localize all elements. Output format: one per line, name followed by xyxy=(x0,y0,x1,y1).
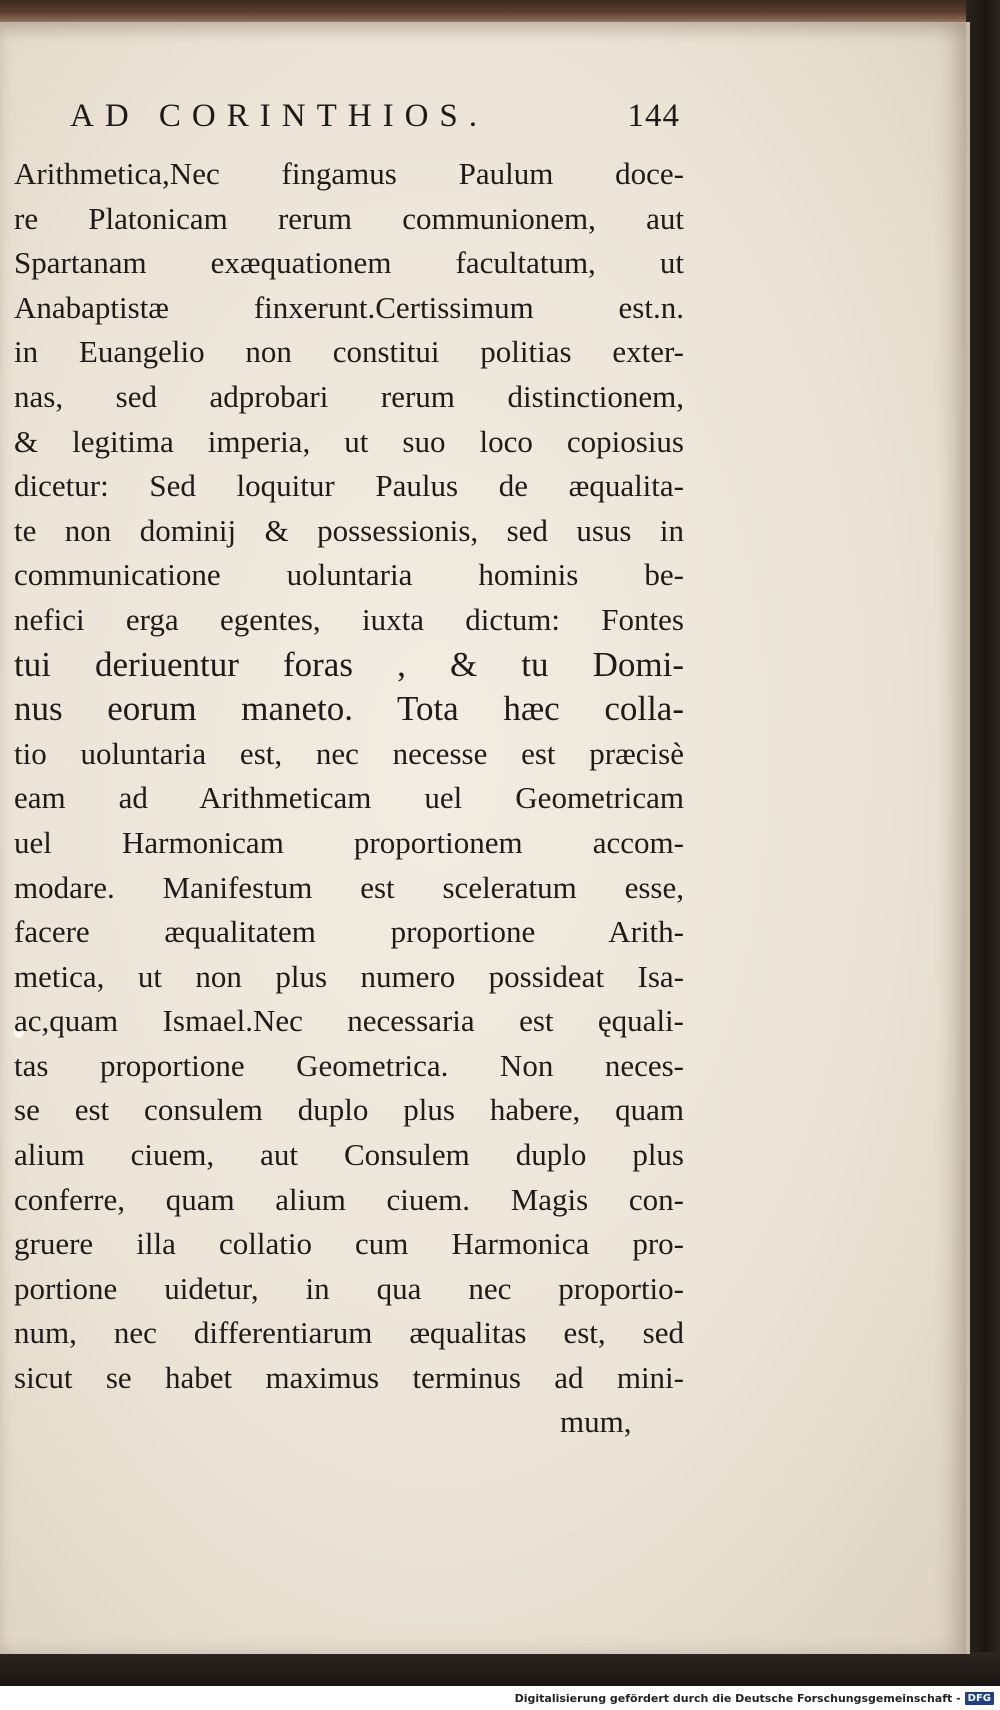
text-line: modare. Manifestum est sceleratum esse, xyxy=(14,869,684,905)
book-edge-bottom xyxy=(0,1652,1000,1686)
text-line: metica, ut non plus numero possideat Isa- xyxy=(14,958,684,994)
text-line: tui deriuentur foras , & tu Domi- xyxy=(14,644,684,684)
text-line: eam ad Arithmeticam uel Geometricam xyxy=(14,780,684,816)
running-head xyxy=(70,98,680,148)
text-line: Arithmetica,Nec fingamus Paulum doce- xyxy=(14,156,684,191)
body-text xyxy=(14,152,684,1401)
text-line: facere æqualitatem proportione Arith- xyxy=(14,914,684,950)
text-line: uel Harmonicam proportionem accom- xyxy=(14,824,684,860)
page-number: 144 xyxy=(627,98,680,134)
text-line: conferre, quam alium ciuem. Magis con- xyxy=(14,1181,684,1217)
running-head-title: AD CORINTHIOS. xyxy=(70,98,488,134)
funding-credit: Digitalisierung gefördert durch die Deutsche Forschungsgemeinschaft - xyxy=(514,1691,961,1705)
text-line: alium ciuem, aut Consulem duplo plus xyxy=(14,1137,684,1173)
text-line: te non dominij & possessionis, sed usus in xyxy=(14,512,684,548)
text-line: gruere illa collatio cum Harmonica pro- xyxy=(14,1226,684,1262)
text-line: num, nec differentiarum æqualitas est, sed xyxy=(14,1315,684,1351)
text-line: nus eorum maneto. Tota hæc colla- xyxy=(14,689,684,729)
text-line: dicetur: Sed loquitur Paulus de æqualita- xyxy=(14,468,684,504)
text-line: sicut se habet maximus terminus ad mini- xyxy=(14,1360,684,1396)
digitization-footer xyxy=(0,1686,1000,1710)
text-line: & legitima imperia, ut suo loco copiosius xyxy=(14,423,684,459)
text-line: nas, sed adprobari rerum distinctionem, xyxy=(14,378,684,414)
text-line: re Platonicam rerum communionem, aut xyxy=(14,200,684,236)
text-line: portione uidetur, in qua nec proportio- xyxy=(14,1270,684,1306)
text-line: Spartanam exæquationem facultatum, ut xyxy=(14,245,684,281)
text-line: tio uoluntaria est, nec necesse est præcisè xyxy=(14,735,684,771)
book-edge-right xyxy=(966,0,1000,1686)
text-line: ac,quam Ismael.Nec necessaria est ęquali- xyxy=(14,1003,684,1039)
text-line: in Euangelio non constitui politias exter- xyxy=(14,334,684,370)
text-line: Anabaptistæ finxerunt.Certissimum est.n. xyxy=(14,289,684,325)
text-line: tas proportione Geometrica. Non neces- xyxy=(14,1047,684,1083)
catchword: mum, xyxy=(560,1404,632,1439)
dfg-logo: DFG xyxy=(965,1692,994,1705)
text-line: nefici erga egentes, iuxta dictum: Fontes xyxy=(14,601,684,637)
text-line: se est consulem duplo plus habere, quam xyxy=(14,1092,684,1128)
text-line: communicatione uoluntaria hominis be- xyxy=(14,557,684,593)
